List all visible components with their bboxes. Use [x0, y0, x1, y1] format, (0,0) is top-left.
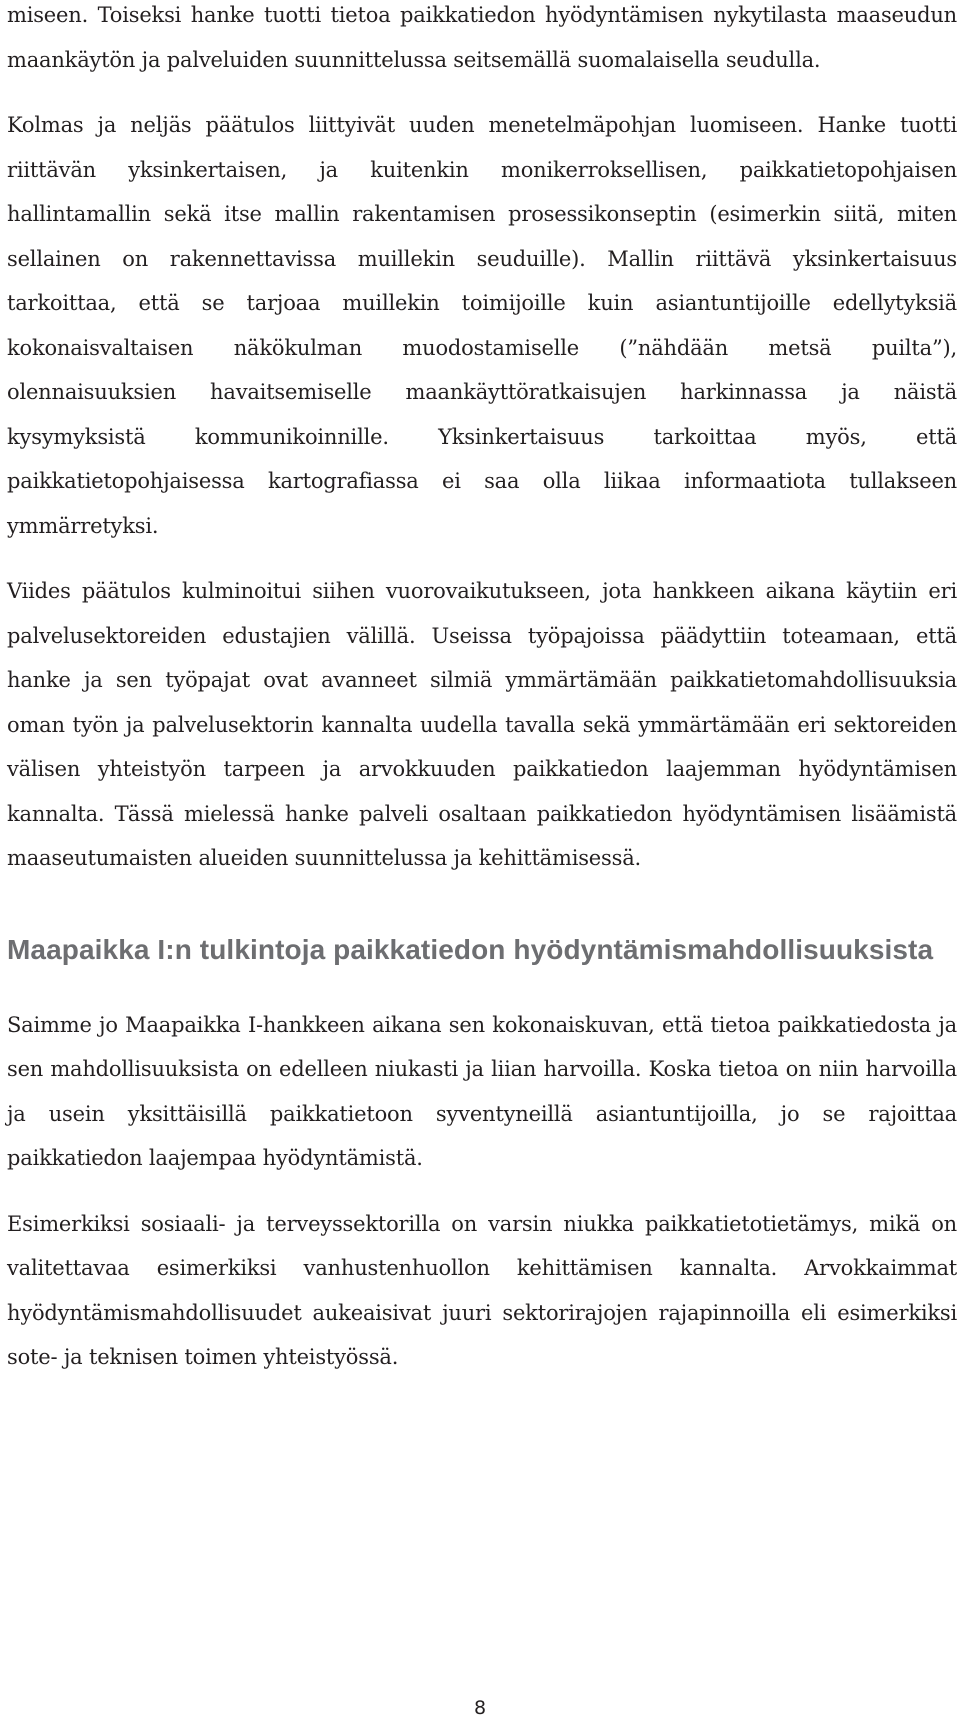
section-heading: Maapaikka I:n tulkintoja paikkatiedon hyödyntämismahdollisuuksista — [7, 933, 934, 965]
body-paragraph: Kolmas ja neljäs päätulos liittyivät uuden menetelmäpohjan luomiseen. Hanke tuotti riittävän yksinkertaisen, ja kuitenkin monikerroksellisen, paikkatietopohjaisen hallintamallin sekä itse mallin rakentamisen prosessikonseptin (esimerkin siitä, miten sellainen on rakennettavissa muillekin seuduille). Mallin riittävä yksinkertaisuus tarkoittaa, että se tarjoaa muillekin toimijoille kuin asiantuntijoille edellytyksiä kokonaisvaltaisen näkökulman muodostamiselle (”nähdään metsä puilta”), olennaisuuksien havaitsemiselle maankäyttöratkaisujen harkinnassa ja näistä kysymyksistä kommunikoinnille. Yksinkertaisuus tarkoittaa myös, että paikkatietopohjaisessa kartografiassa ei saa olla liikaa informaatiota tullakseen ymmärretyksi. — [7, 113, 957, 538]
body-paragraph: Saimme jo Maapaikka I-hankkeen aikana sen kokonaiskuvan, että tietoa paikkatiedosta ja sen mahdollisuuksista on edelleen niukasti ja liian harvoilla. Koska tietoa on niin harvoilla ja usein yksittäisillä paikkatietoon syventyneillä asiantuntijoilla, jo se rajoittaa paikkatiedon laajempaa hyödyntämistä. — [7, 1012, 957, 1170]
body-paragraph: Esimerkiksi sosiaali- ja terveyssektorilla on varsin niukka paikkatietotietämys, mikä on valitettavaa esimerkiksi vanhustenhuollon kehittämisen kannalta. Arvokkaimmat hyödyntämismahdollisuudet aukeaisivat juuri sektorirajojen rajapinnoilla eli esimerkiksi sote- ja teknisen toimen yhteistyössä. — [7, 1211, 957, 1369]
body-paragraph: Viides päätulos kulminoitui siihen vuorovaikutukseen, jota hankkeen aikana käytiin eri palvelusektoreiden edustajien välillä. Useissa työpajoissa päädyttiin toteamaan, että hanke ja sen työpajat ovat avanneet silmiä ymmärtämään paikkatietomahdollisuuksia oman työn ja palvelusektorin kannalta uudella tavalla sekä ymmärtämään eri sektoreiden välisen yhteistyön tarpeen ja arvokkuuden paikkatiedon laajemman hyödyntämisen kannalta. Tässä mielessä hanke palveli osaltaan paikkatiedon hyödyntämisen lisäämistä maaseutumaisten alueiden suunnittelussa ja kehittämisessä. — [7, 579, 957, 870]
page-number: 8 — [473, 1697, 487, 1719]
document-page — [7, 0, 957, 1380]
body-paragraph: miseen. Toiseksi hanke tuotti tietoa paikkatiedon hyödyntämisen nykytilasta maaseudun maankäytön ja palveluiden suunnittelussa seitsemällä suomalaisella seudulla. — [7, 3, 957, 72]
